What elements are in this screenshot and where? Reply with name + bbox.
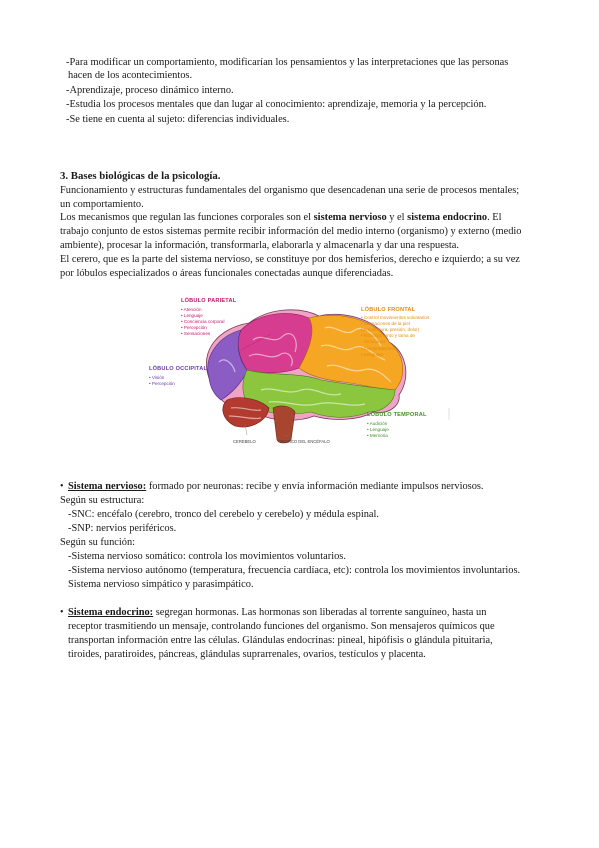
parietal-item: • Sensaciones [181, 331, 211, 336]
intro-line-4: -Estudia los procesos mentales que dan lugar al conocimiento: aprendizaje, memoria y la percepción. [66, 99, 487, 110]
text-run: Los mecanismos que regulan las funciones corporales son el [60, 212, 314, 223]
section-heading: 3. Bases biológicas de la psicología. [60, 170, 221, 182]
paragraph-line: -Sistema nervioso autónomo (temperatura, frecuencia cardíaca, etc): controla los movimientos involuntarios. [68, 565, 521, 576]
occipital-title: LÓBULO OCCIPITAL [149, 366, 208, 372]
paragraph-line: ambiente), procesar la información, transformarla, elaborarla y almacenarla y dar una respuesta. [60, 240, 459, 251]
term-sistema-nervioso: sistema nervioso [313, 212, 387, 223]
frontal-title: LÓBULO FRONTAL [361, 307, 416, 313]
paragraph-line [60, 211, 502, 224]
parietal-item: • Percepción [181, 325, 207, 330]
paragraph-line: -SNC: encéfalo (cerebro, tronco del cerebelo y cerebelo) y médula espinal. [68, 509, 379, 520]
frontal-item: (temperatura, presión, dolor) [361, 327, 420, 332]
intro-line-2: hacen de los acontecimientos. [68, 70, 193, 81]
term-sistema-nervioso-heading: Sistema nervioso: [68, 481, 147, 492]
tronco-label: TRONCO DEL ENCÉFALO [279, 439, 330, 444]
paragraph-line: El cerero, que es la parte del sistema nervioso, se constituye por dos hemisferios, derecho e izquierdo; a su vez [60, 254, 520, 265]
nervioso-definition [68, 480, 484, 493]
frontal-item: • Control movimientos voluntarios [361, 315, 430, 320]
paragraph-line: Según su función: [60, 537, 136, 548]
temporal-item: • Lenguaje [367, 427, 389, 432]
frontal-item: decisiones [364, 339, 386, 344]
term-sistema-endocrino: sistema endocrino [407, 212, 488, 223]
temporal-item: • Audición [367, 421, 388, 426]
frontal-item: • Razonamiento y toma de [361, 333, 415, 338]
temporal-title: LÓBULO TEMPORAL [367, 412, 427, 418]
paragraph-line: -Sistema nervioso somático: controla los movimientos voluntarios. [68, 551, 346, 562]
paragraph-line: Según su estructura: [60, 495, 145, 506]
paragraph-line: Funcionamiento y estructuras fundamentales del organismo que desencadenan una serie de procesos mentales; [60, 185, 520, 196]
frontal-item: • Comportamiento [361, 346, 398, 351]
endocrino-definition [68, 606, 486, 619]
paragraph-line: transportan información entre las células. Glándulas endocrinas: pineal, hipófisis o glándula pituitaria, [68, 635, 493, 646]
bullet: • [60, 607, 64, 618]
cerebelo-label: CEREBELO [233, 439, 256, 444]
parietal-item: • Conciencia corporal [181, 319, 225, 324]
text-run: segregan hormonas. Las hormonas son liberadas al torrente sanguíneo, hasta un [153, 607, 487, 618]
intro-line-3: -Aprendizaje, proceso dinámico interno. [66, 85, 234, 96]
term-sistema-endocrino-heading: Sistema endocrino: [68, 607, 154, 618]
frontal-item: • Lenguaje [361, 352, 383, 357]
paragraph-line: receptor trasmitiendo un mensaje, controlando funciones del organismo. Son mensajeros químicos que [68, 621, 495, 632]
intro-line-5: -Se tiene en cuenta al sujeto: diferencias individuales. [66, 114, 290, 125]
brainstem-shape [273, 406, 295, 443]
text-run: . El [487, 212, 502, 223]
parietal-item: • Lenguaje [181, 313, 203, 318]
intro-line-1: -Para modificar un comportamiento, modificarían los pensamientos y las interpretaciones que las personas [66, 57, 509, 68]
text-run: formado por neuronas: recibe y envía información mediante impulsos nerviosos. [146, 481, 484, 492]
paragraph-line: por lóbulos especializados o áreas funcionales conectadas aunque diferenciadas. [60, 268, 394, 279]
bullet: • [60, 481, 64, 492]
frontal-item: • Sensaciones de la piel [361, 321, 410, 326]
parietal-item: • Atención [181, 307, 202, 312]
occipital-item: • Percepción [149, 381, 175, 386]
paragraph-line: trabajo conjunto de estos sistemas permite recibir información del medio interno (organismo) y externo (medio [60, 226, 522, 237]
paragraph-line: Sistema nervioso simpático y parasimpático. [68, 579, 254, 590]
occipital-item: • Visión [149, 375, 165, 380]
brain-lobes-figure [149, 290, 454, 450]
temporal-item: • Memoria [367, 433, 388, 438]
paragraph-line: tiroides, paratiroides, páncreas, glándulas suprarrenales, ovarios, testículos y placenta. [68, 649, 426, 660]
parietal-title: LÓBULO PARIETAL [181, 298, 237, 304]
paragraph-line: un comportamiento. [60, 199, 144, 210]
text-run: y el [386, 212, 408, 223]
paragraph-line: -SNP: nervios periféricos. [68, 523, 177, 534]
